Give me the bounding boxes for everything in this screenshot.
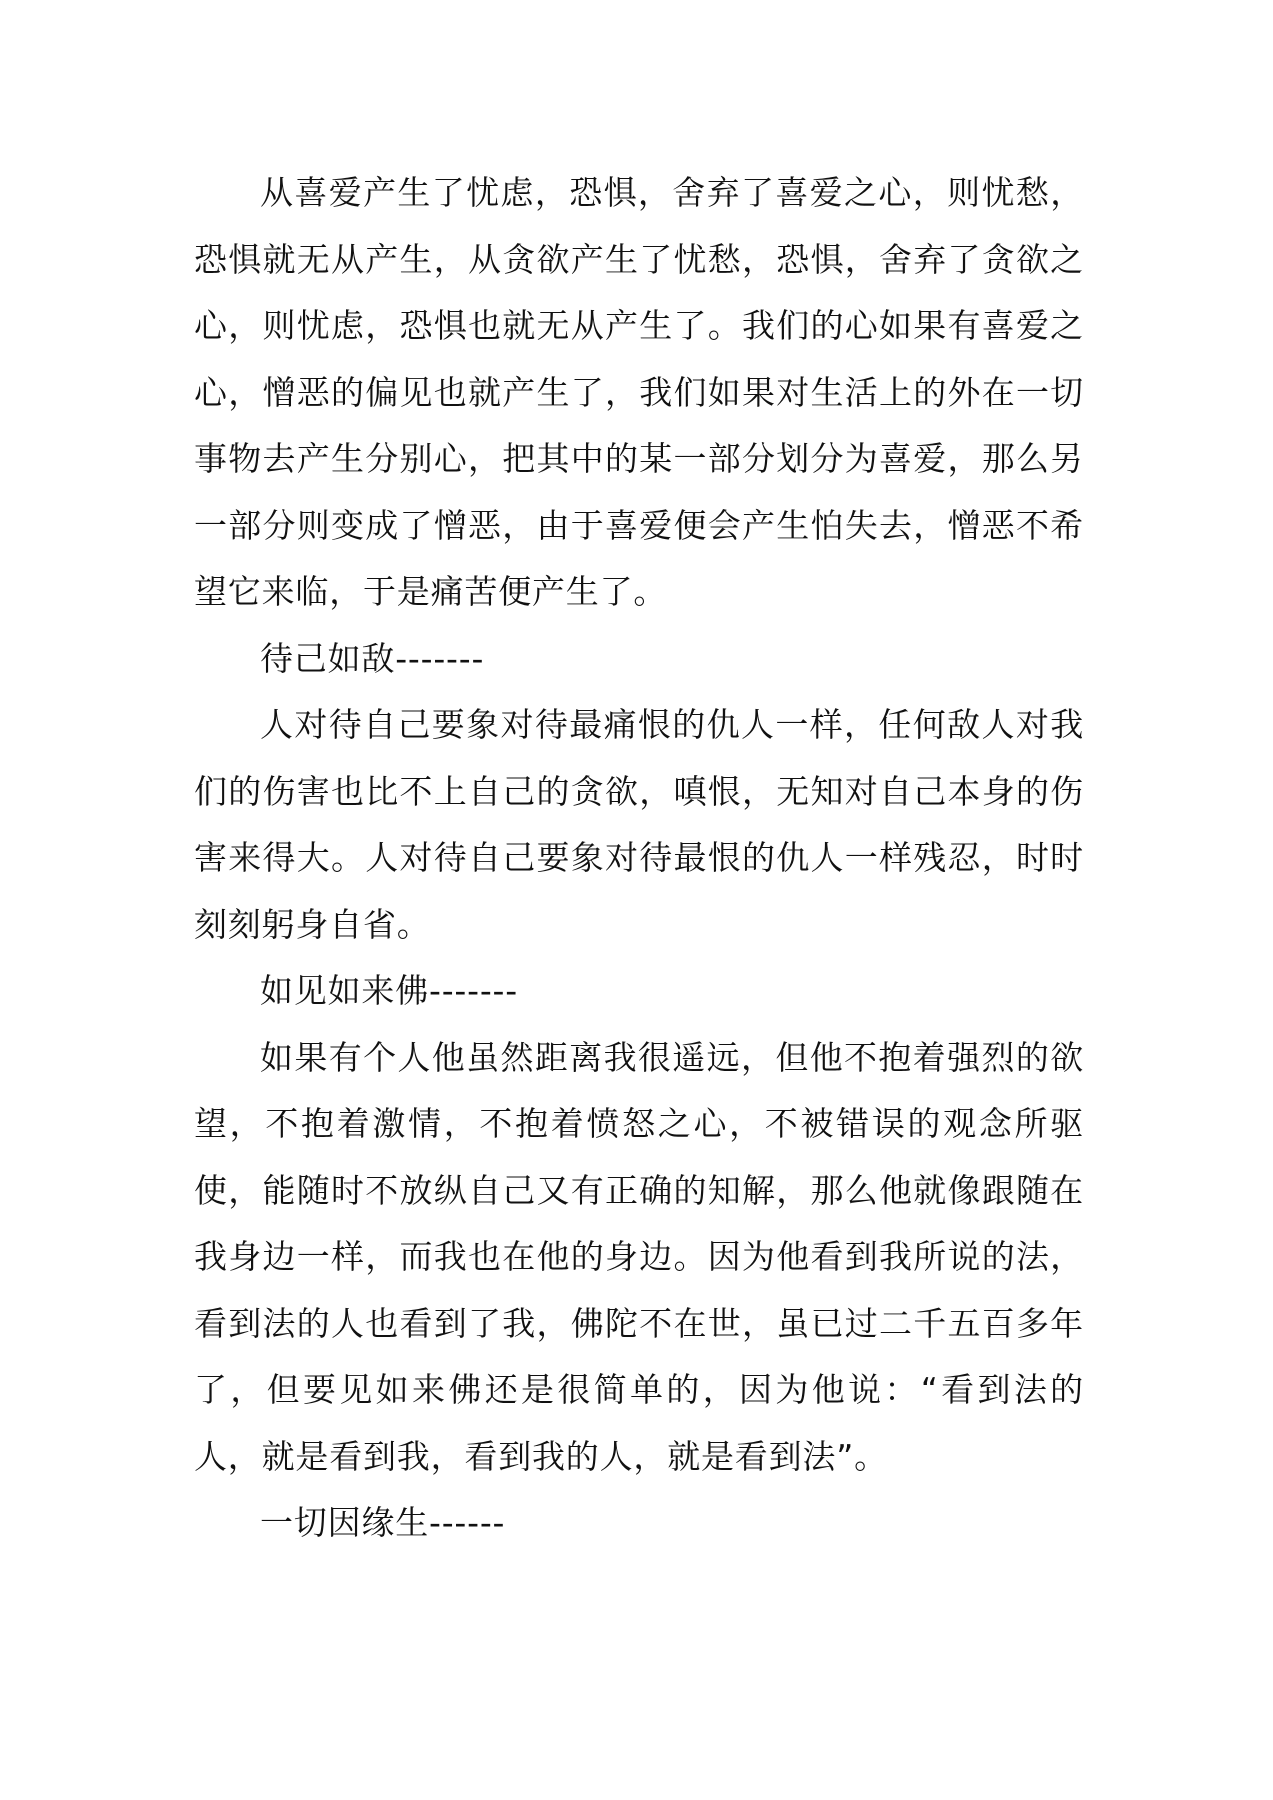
section-heading-treat-self-as-enemy: 待己如敌------- (260, 638, 485, 678)
section-heading-seeing-the-tathagata: 如见如来佛------- (260, 971, 518, 1010)
document-body (194, 160, 1084, 1557)
paragraph-seeing-the-tathagata: 如果有个人他虽然距离我很遥远，但他不抱着强烈的欲望，不抱着激情，不抱着愤怒之心，不被错误的观念所驱使，能随时不放纵自己又有正确的知解，那么他就像跟随在我身边一样，而我也在他的身边。因为他看到我所说的法，看到法的人也看到了我，佛陀不在世，虽已过二千五百多年了，但要见如来佛还是很简单的，因为他说：“看到法的人，就是看到我，看到我的人，就是看到法”。 (194, 1037, 1084, 1476)
section-heading-all-arises-from-conditions: 一切因缘生------ (260, 1503, 506, 1542)
paragraph-treat-self-as-enemy: 人对待自己要象对待最痛恨的仇人一样，任何敌人对我们的伤害也比不上自己的贪欲，嗔恨，无知对自己本身的伤害来得大。人对待自己要象对待最恨的仇人一样残忍，时时刻刻躬身自省。 (194, 705, 1084, 944)
paragraph-love-and-fear: 从喜爱产生了忧虑，恐惧，舍弃了喜爱之心，则忧愁，恐惧就无从产生，从贪欲产生了忧愁，恐惧，舍弃了贪欲之心，则忧虑，恐惧也就无从产生了。我们的心如果有喜爱之心，憎恶的偏见也就产生了，我们如果对生活上的外在一切事物去产生分别心，把其中的某一部分划分为喜爱，那么另一部分则变成了憎恶，由于喜爱便会产生怕失去，憎恶不希望它来临，于是痛苦便产生了。 (194, 173, 1084, 611)
